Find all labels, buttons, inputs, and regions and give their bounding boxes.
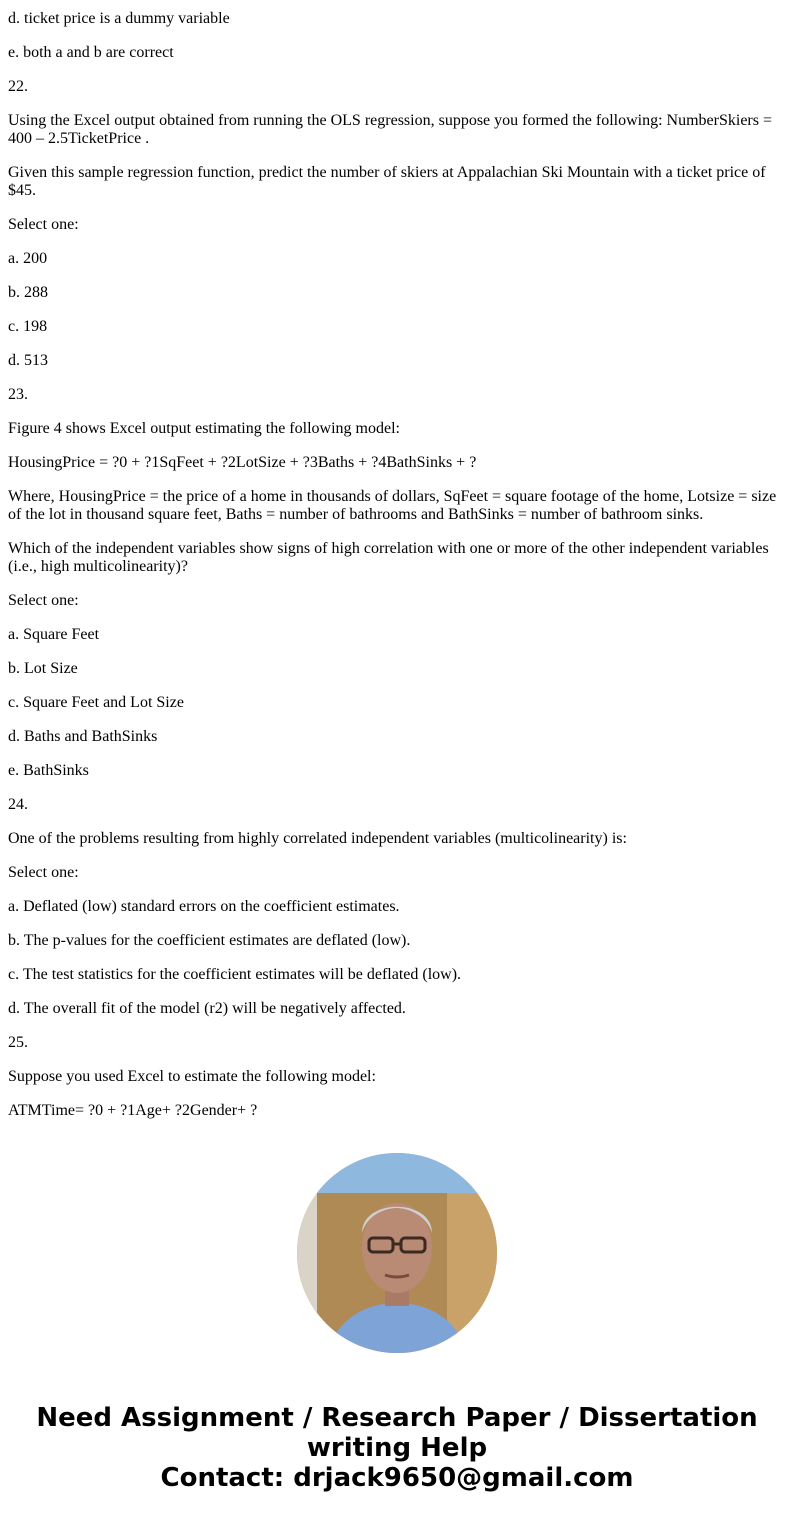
answer-option-d: d. Baths and BathSinks [8, 728, 158, 745]
promo-contact: Contact: drjack9650@gmail.com [160, 1463, 634, 1493]
question-text: Given this sample regression function, predict the number of skiers at Appalachian Ski Mountain with a ticket price of $45. [8, 164, 766, 199]
model-equation: ATMTime= ?0 + ?1Age+ ?2Gender+ ? [8, 1102, 258, 1119]
answer-option-a: a. Deflated (low) standard errors on the coefficient estimates. [8, 898, 400, 915]
answer-option-b: b. 288 [8, 284, 48, 301]
avatar-wall-panel [297, 1193, 317, 1313]
question-text: Suppose you used Excel to estimate the following model: [8, 1068, 376, 1085]
question-text: Which of the independent variables show signs of high correlation with one or more of the other independent variables (i.e., high multicolinearity)? [8, 540, 769, 575]
question-number: 23. [8, 386, 28, 403]
select-one-label: Select one: [8, 592, 79, 609]
promo-line-2: writing Help [306, 1433, 488, 1463]
question-number: 25. [8, 1034, 28, 1051]
answer-option-a: a. 200 [8, 250, 48, 267]
answer-option-d: d. ticket price is a dummy variable [8, 10, 230, 27]
question-text: One of the problems resulting from highly correlated independent variables (multicolinearity) is: [8, 830, 627, 847]
question-text: Where, HousingPrice = the price of a home in thousands of dollars, SqFeet = square footage of the home, Lotsize = size of the lot in thousand square feet, Baths = number of bathrooms and BathSinks = number of bathroom sinks. [8, 488, 777, 523]
question-text: Figure 4 shows Excel output estimating the following model: [8, 420, 400, 437]
select-one-label: Select one: [8, 864, 79, 881]
model-equation: HousingPrice = ?0 + ?1SqFeet + ?2LotSize + ?3Baths + ?4BathSinks + ? [8, 454, 477, 471]
answer-option-d: d. 513 [8, 352, 48, 369]
promo-banner [0, 1403, 794, 1493]
avatar-window [297, 1153, 497, 1193]
answer-option-c: c. 198 [8, 318, 48, 335]
answer-option-c: c. The test statistics for the coefficient estimates will be deflated (low). [8, 966, 462, 983]
answer-option-b: b. The p-values for the coefficient estimates are deflated (low). [8, 932, 411, 949]
question-text: Using the Excel output obtained from running the OLS regression, suppose you formed the following: NumberSkiers = 400 – 2.5TicketPrice . [8, 112, 773, 147]
answer-option-b: b. Lot Size [8, 660, 78, 677]
answer-option-e: e. BathSinks [8, 762, 89, 779]
person-photo-icon [297, 1153, 497, 1353]
answer-option-a: a. Square Feet [8, 626, 100, 643]
select-one-label: Select one: [8, 216, 79, 233]
promo-line-1: Need Assignment / Research Paper / Dissertation [36, 1403, 758, 1433]
question-number: 24. [8, 796, 28, 813]
question-number: 22. [8, 78, 28, 95]
avatar [297, 1153, 497, 1353]
answer-option-e: e. both a and b are correct [8, 44, 174, 61]
answer-option-c: c. Square Feet and Lot Size [8, 694, 184, 711]
answer-option-d: d. The overall fit of the model (r2) will be negatively affected. [8, 1000, 406, 1017]
